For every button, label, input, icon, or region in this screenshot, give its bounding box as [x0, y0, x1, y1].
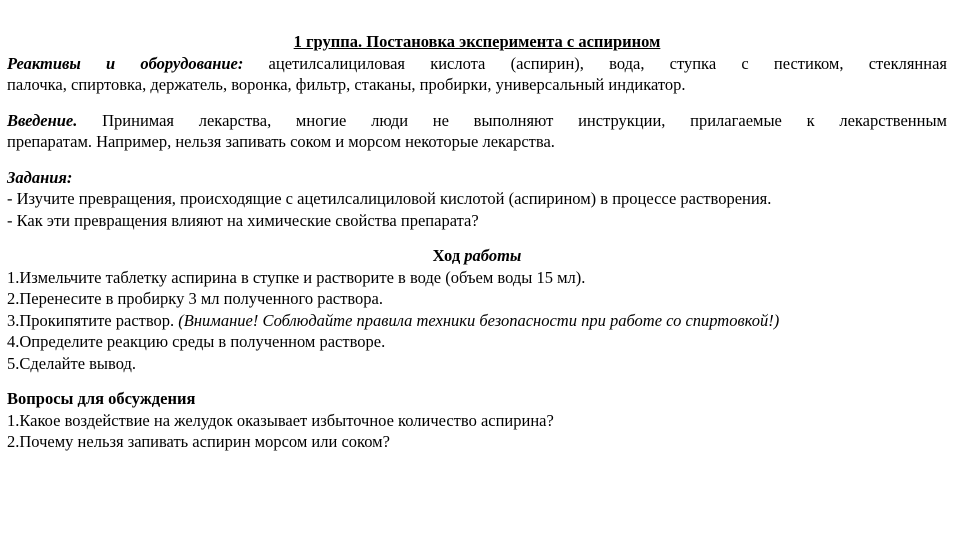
- procedure-step-3-warning: (Внимание! Соблюдайте правила техники безопасности при работе со спиртовкой!): [178, 310, 780, 330]
- procedure-step-4: 4.Определите реакцию среды в полученном растворе.: [7, 332, 386, 351]
- intro-paragraph: [7, 110, 947, 132]
- procedure-heading-italic: работы: [464, 246, 522, 265]
- reagents-text-line2: палочка, спиртовка, держатель, воронка, фильтр, стаканы, пробирки, универсальный индикатор.: [7, 75, 686, 94]
- tasks-label: Задания:: [7, 167, 73, 187]
- intro-label: Введение.: [7, 110, 78, 130]
- reagents-text-line1: ацетилсалициловая кислота (аспирин), вода, ступка с пестиком, стеклянная: [243, 53, 947, 73]
- intro-text-line2: препаратам. Например, нельзя запивать соком и морсом некоторые лекарства.: [7, 132, 555, 151]
- procedure-heading-normal: Ход: [432, 246, 465, 265]
- intro-text-line1: Принимая лекарства, многие люди не выполняют инструкции, прилагаемые к лекарственным: [77, 110, 947, 130]
- reagents-label: Реактивы и оборудование:: [7, 53, 244, 73]
- reagents-paragraph: [7, 53, 947, 75]
- procedure-step-2: 2.Перенесите в пробирку 3 мл полученного раствора.: [7, 289, 383, 308]
- document-page: [7, 31, 947, 453]
- procedure-step-5: 5.Сделайте вывод.: [7, 353, 136, 373]
- task-item-2: - Как эти превращения влияют на химические свойства препарата?: [7, 210, 479, 230]
- question-item-1: 1.Какое воздействие на желудок оказывает избыточное количество аспирина?: [7, 410, 554, 430]
- procedure-step-3-text: 3.Прокипятите раствор.: [7, 310, 179, 330]
- procedure-heading: [7, 245, 947, 267]
- procedure-step-1: 1.Измельчите таблетку аспирина в ступке и растворите в воде (объем воды 15 мл).: [7, 267, 586, 287]
- procedure-step-3: [7, 310, 947, 332]
- question-item-2: 2.Почему нельзя запивать аспирин морсом или соком?: [7, 432, 390, 451]
- questions-heading: Вопросы для обсуждения: [7, 389, 196, 408]
- task-item-1: - Изучите превращения, происходящие с ацетилсалициловой кислотой (аспирином) в процессе растворения.: [7, 189, 772, 208]
- document-title: 1 группа. Постановка эксперимента с аспирином: [293, 32, 661, 51]
